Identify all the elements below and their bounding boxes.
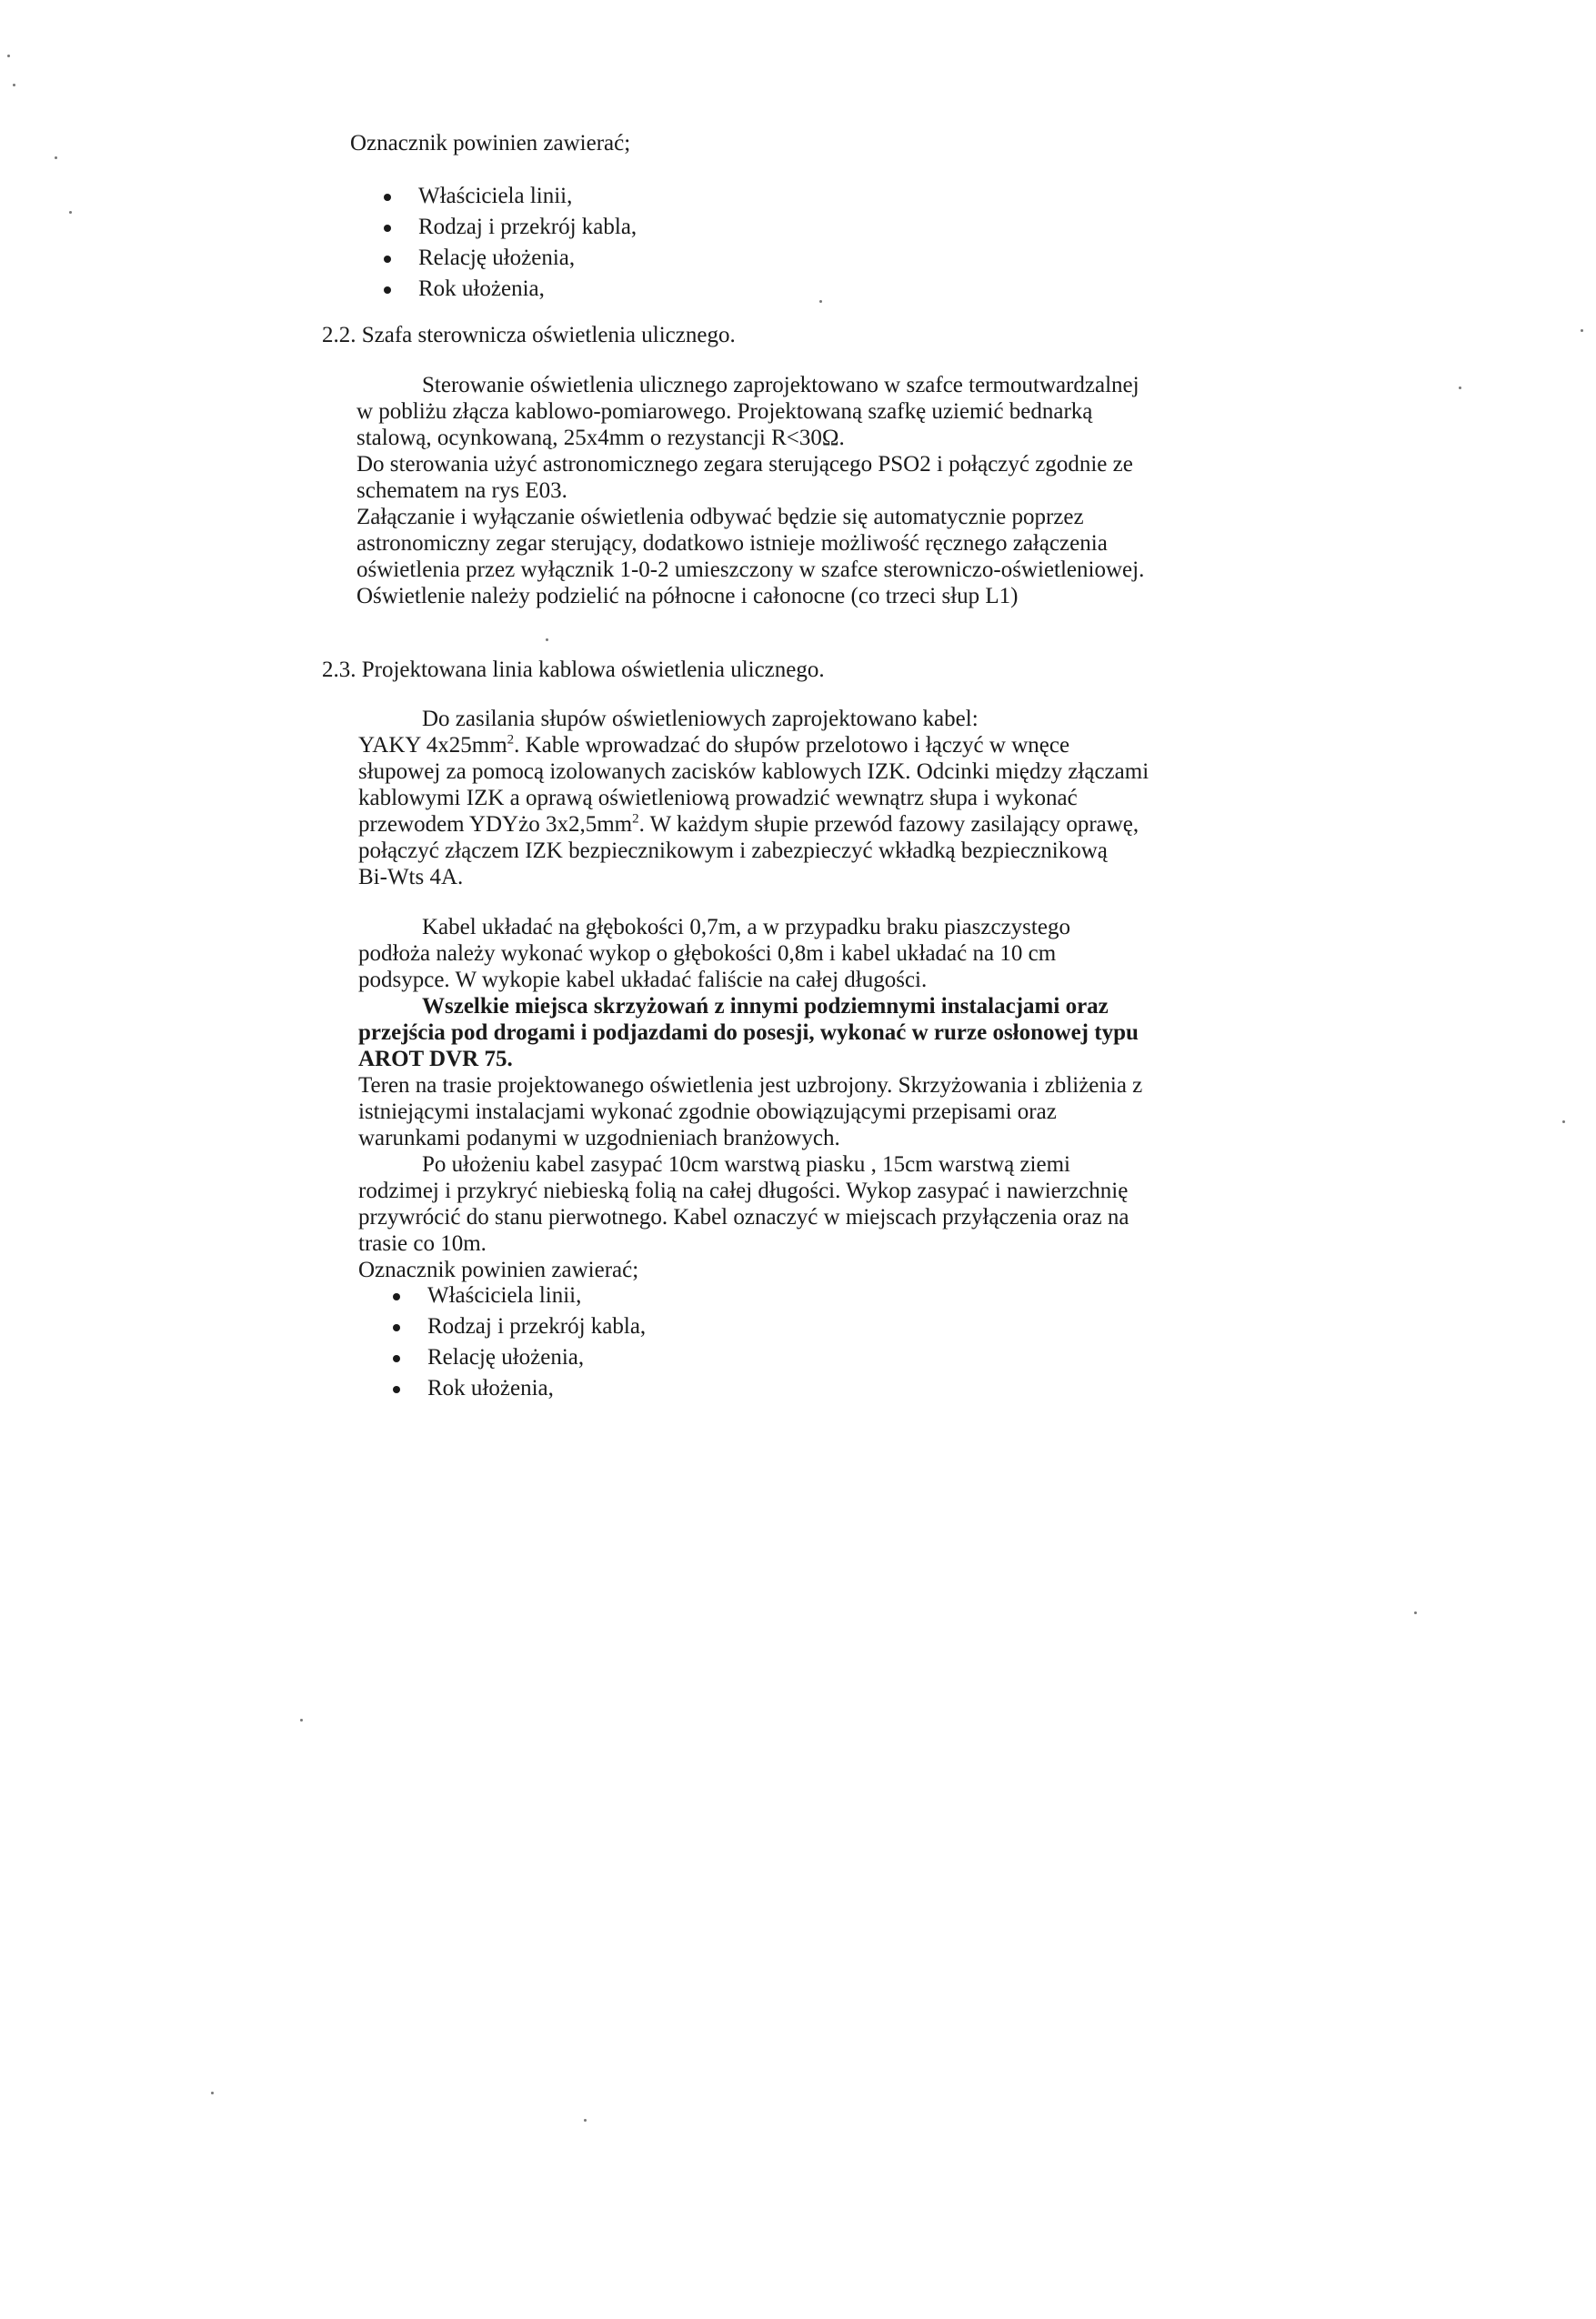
text-line: podłoża należy wykonać wykop o głębokości 0,8m i kabel układać na 10 cm (358, 941, 1057, 966)
text-line: Teren na trasie projektowanego oświetlenia jest uzbrojony. Skrzyżowania i zbliżenia z (358, 1073, 1143, 1098)
scan-speck (211, 2092, 214, 2094)
marker-intro-top (350, 130, 630, 156)
section-2-3-paragraph-2 (358, 914, 1268, 1283)
text-line: Kabel układać na głębokości 0,7m, a w przypadku braku piaszczystego (422, 915, 1070, 939)
text-line: słupowej za pomocą izolowanych zacisków kablowych IZK. Odcinki między złączami (358, 759, 1149, 784)
bullet-dot-icon (393, 1386, 400, 1393)
scan-speck (1459, 386, 1461, 389)
text-line: przewodem YDYżo $3x2,5mm^2$. W każdym słupie przewód fazowy zasilający oprawę, (358, 811, 1139, 837)
text-line: Sterowanie oświetlenia ulicznego zaprojektowano w szafce termoutwardzalnej (422, 373, 1139, 397)
text-line: Do zasilania słupów oświetleniowych zaprojektowano kabel: (422, 707, 979, 731)
bullet-dot-icon (384, 286, 391, 294)
text-line: schematem na rys E03. (356, 478, 567, 503)
text-line: YAKY $4x25mm^2$. Kable wprowadzać do słupów przelotowo i łączyć w wnęce (358, 732, 1070, 758)
text-line: Załączanie i wyłączanie oświetlenia odbywać będzie się automatycznie poprzez (356, 505, 1084, 529)
text-line: rodzimej i przykryć niebieską folią na całej długości. Wykop zasypać i nawierzchnię (358, 1179, 1129, 1203)
text-line: podsypce. W wykopie kabel układać faliście na całej długości. (358, 968, 928, 992)
bullet-item: Relację ułożenia, (382, 243, 637, 274)
bullet-item: Rodzaj i przekrój kabla, (382, 212, 637, 243)
scan-speck (584, 2119, 587, 2122)
text-line: oświetlenia przez wyłącznik 1-0-2 umieszczony w szafce sterowniczo-oświetleniowej. (356, 557, 1145, 582)
text-line: Do sterowania użyć astronomicznego zegara sterującego PSO2 i połączyć zgodnie ze (356, 452, 1133, 477)
scan-speck (1414, 1611, 1417, 1614)
marker-intro-text: Oznacznik powinien zawierać; (350, 131, 631, 156)
text-line: Bi-Wts 4A. (358, 865, 464, 889)
text-line: Po ułożeniu kabel zasypać 10cm warstwą piasku , 15cm warstwą ziemi (422, 1152, 1070, 1177)
section-2-3-paragraph-1 (358, 706, 1268, 890)
bold-text-line: przejścia pod drogami i podjazdami do posesji, wykonać w rurze osłonowej typu (358, 1020, 1139, 1045)
text-line: istniejącymi instalacjami wykonać zgodnie obowiązującymi przepisami oraz (358, 1099, 1057, 1124)
bullet-item: Rok ułożenia, (382, 274, 637, 305)
text-line: warunkami podanymi w uzgodnieniach branżowych. (358, 1126, 840, 1150)
marker-bullet-list-bottom (391, 1280, 646, 1404)
bold-text-line: Wszelkie miejsca skrzyżowań z innymi podziemnymi instalacjami oraz (422, 994, 1109, 1019)
bullet-item: Rok ułożenia, (391, 1373, 646, 1404)
bold-text-line: AROT DVR 75. (358, 1047, 513, 1071)
marker-bullet-list-top (382, 181, 637, 305)
section-2-2-body (356, 372, 1266, 609)
scan-speck (13, 84, 15, 86)
bullet-dot-icon (384, 256, 391, 263)
bullet-dot-icon (393, 1293, 400, 1300)
text-line: trasie co 10m. (358, 1231, 487, 1256)
bullet-dot-icon (393, 1355, 400, 1362)
bullet-item: Właściciela linii, (391, 1280, 646, 1311)
text-line: przywrócić do stanu pierwotnego. Kabel oznaczyć w miejscach przyłączenia oraz na (358, 1205, 1129, 1230)
bullet-dot-icon (384, 194, 391, 201)
scan-speck (7, 55, 10, 57)
bullet-item: Rodzaj i przekrój kabla, (391, 1311, 646, 1342)
text-line: stalową, ocynkowaną, 25x4mm o rezystancji R<30Ω. (356, 426, 845, 450)
text-line: kablowymi IZK a oprawą oświetleniową prowadzić wewnątrz słupa i wykonać (358, 786, 1078, 810)
scan-speck (55, 156, 57, 159)
scan-speck (300, 1719, 303, 1722)
text-line: połączyć złączem IZK bezpiecznikowym i zabezpieczyć wkładką bezpiecznikową (358, 838, 1108, 863)
bullet-item: Relację ułożenia, (391, 1342, 646, 1373)
bullet-item: Właściciela linii, (382, 181, 637, 212)
bullet-dot-icon (393, 1324, 400, 1331)
scan-speck (819, 300, 822, 303)
scan-speck (69, 211, 72, 214)
scan-speck (1581, 329, 1583, 332)
scan-speck (546, 638, 548, 641)
marker-intro-text: Oznacznik powinien zawierać; (358, 1258, 639, 1282)
text-line: Oświetlenie należy podzielić na północne i całonocne (co trzeci słup L1) (356, 584, 1019, 608)
text-line: astronomiczny zegar sterujący, dodatkowo istnieje możliwość ręcznego załączenia (356, 531, 1108, 556)
section-2-3-heading: 2.3. Projektowana linia kablowa oświetlenia ulicznego. (322, 658, 825, 682)
bullet-dot-icon (384, 225, 391, 232)
text-line: w pobliżu złącza kablowo-pomiarowego. Projektowaną szafkę uziemić bednarką (356, 399, 1093, 424)
scan-speck (1562, 1120, 1565, 1123)
section-2-2-heading: 2.2. Szafa sterownicza oświetlenia ulicznego. (322, 323, 736, 347)
